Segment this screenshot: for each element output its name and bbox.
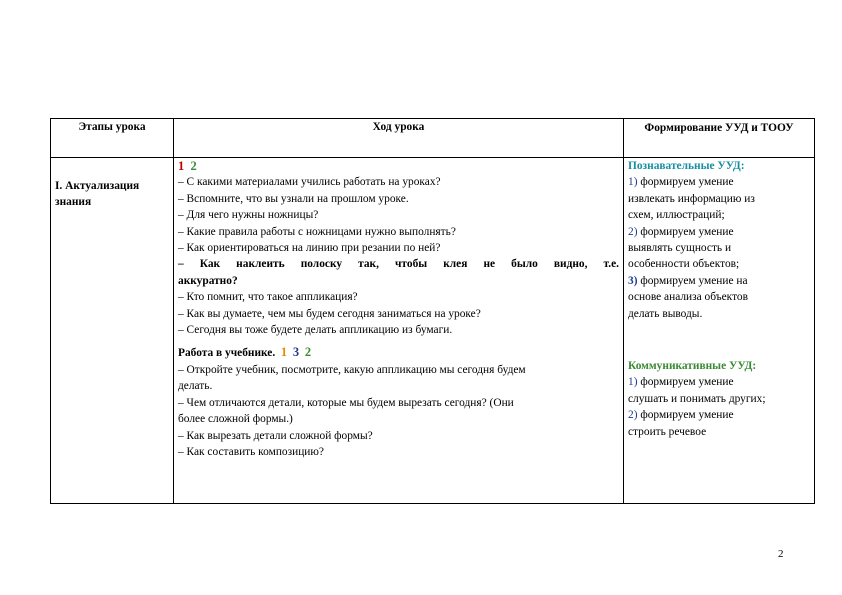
stage-cell: I. Актуализация знания (51, 158, 174, 504)
question-line: – Как ориентироваться на линию при резании по ней? (178, 242, 441, 255)
question-line: – Как вы думаете, чем мы будем сегодня заниматься на уроке? (178, 307, 481, 320)
question-line: аккуратно? (178, 274, 238, 287)
cognitive-title: Познавательные УУД: (628, 160, 745, 172)
cognitive-item-line: делать выводы. (628, 307, 703, 320)
question-line: – Вспомните, что вы узнали на прошлом уроке. (178, 192, 409, 205)
question-line: делать. (178, 380, 213, 393)
table-row (51, 158, 815, 504)
header-uud: Формирование УУД и ТООУ (624, 119, 815, 158)
communicative-item-line: строить речевое (628, 425, 707, 438)
cognitive-item: 3) формируем умение на (628, 274, 748, 287)
cognitive-item-line: схем, иллюстраций; (628, 209, 725, 222)
question-line: – Для чего нужны ножницы? (178, 209, 319, 222)
intro-numbers: 1 2 (178, 159, 197, 173)
question-line: – Какие правила работы с ножницами нужно выполнять? (178, 225, 456, 238)
question-line: – Как составить композицию? (178, 445, 324, 458)
question-line: – Сегодня вы тоже будете делать аппликацию из бумаги. (178, 324, 453, 337)
cognitive-item-line: особенности объектов; (628, 258, 740, 271)
page-number: 2 (778, 548, 784, 560)
header-lesson-flow: Ход урока (174, 119, 624, 158)
communicative-item-line: слушать и понимать других; (628, 392, 766, 405)
table-header-row (51, 119, 815, 158)
communicative-title: Коммуникативные УУД: (628, 360, 757, 373)
question-line: – Откройте учебник, посмотрите, какую аппликацию мы сегодня будем (178, 363, 526, 376)
question-line: более сложной формы.) (178, 413, 293, 426)
uud-cell (624, 158, 815, 504)
communicative-item: 2) формируем умение (628, 409, 734, 422)
question-line: – С какими материалами учились работать на уроках? (178, 176, 441, 189)
work-heading: Работа в учебнике. 1 3 2 (178, 345, 312, 360)
cognitive-item-line: основе анализа объектов (628, 291, 748, 304)
question-line: – Как вырезать детали сложной формы? (178, 429, 373, 442)
cognitive-item: 2) формируем умение (628, 225, 734, 238)
work-title: Работа в учебнике. (178, 347, 276, 360)
question-line: – Как наклеить полоску так, чтобы клея не было видно, т.е. (178, 258, 619, 271)
lesson-table (50, 118, 815, 504)
question-line: – Чем отличаются детали, которые мы будем вырезать сегодня? (Они (178, 396, 514, 409)
question-line: – Кто помнит, что такое аппликация? (178, 291, 358, 304)
header-stages: Этапы урока (51, 119, 174, 158)
cognitive-item-line: извлекать информацию из (628, 192, 755, 205)
cognitive-item: 1) формируем умение (628, 176, 734, 189)
cognitive-item-line: выявлять сущность и (628, 242, 732, 255)
lesson-flow-cell (174, 158, 624, 504)
communicative-item: 1) формируем умение (628, 376, 734, 389)
